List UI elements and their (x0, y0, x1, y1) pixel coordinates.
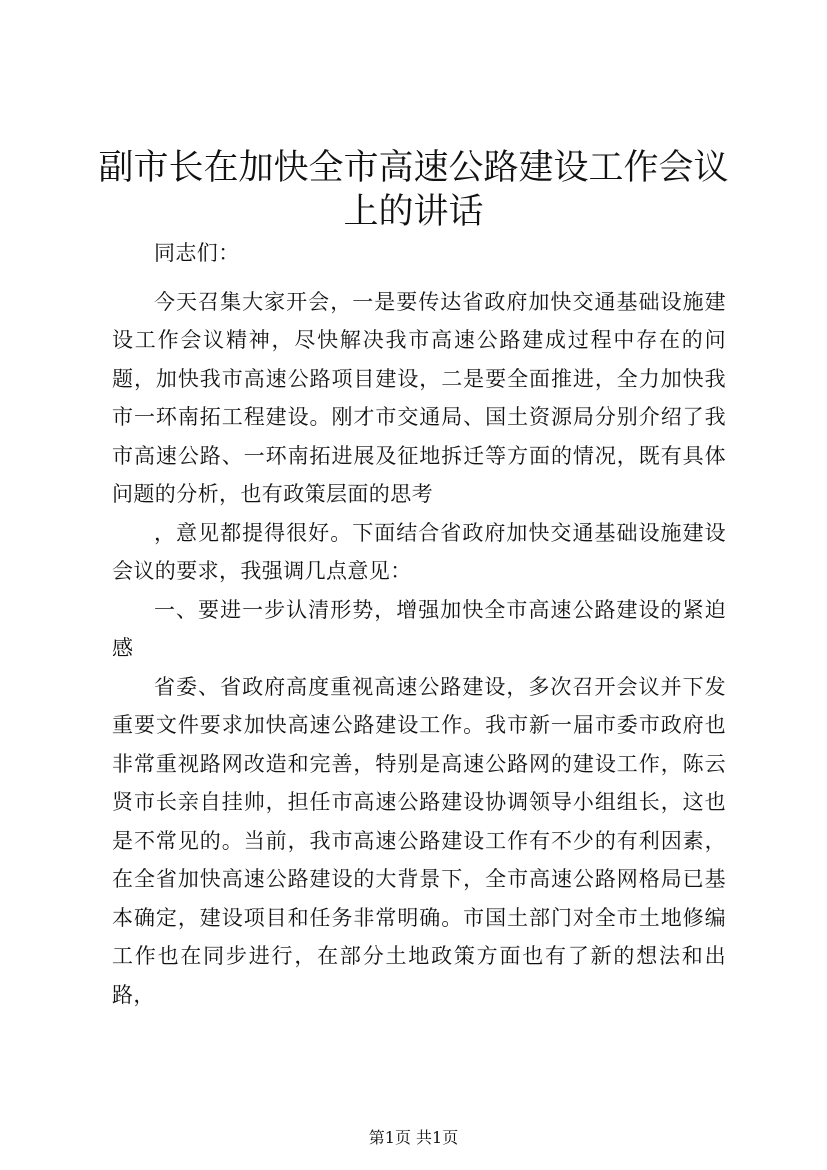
body-paragraph: 今天召集大家开会，一是要传达省政府加快交通基础设施建设工作会议精神，尽快解决我市高速公路建成过程中存在的问题，加快我市高速公路项目建设，二是要全面推进，全力加快我市一环南拓工程建设。刚才市交通局、国土资源局分别介绍了我市高速公路、一环南拓进展及征地拆迁等方面的情况，既有具体问题的分析，也有政策层面的思考 (112, 289, 726, 506)
document-title: 副市长在加快全市高速公路建设工作会议上的讲话 (98, 148, 729, 232)
page-footer: 第1页 共1页 (368, 1128, 459, 1147)
body-paragraph: ，意见都提得很好。下面结合省政府加快交通基础设施建设会议的要求，我强调几点意见： (112, 520, 726, 583)
document-body (112, 234, 726, 1014)
greeting-paragraph: 同志们： (154, 241, 240, 265)
body-paragraph: 省委、省政府高度重视高速公路建设，多次召开会议并下发重要文件要求加快高速公路建设工作。我市新一届市委市政府也非常重视路网改造和完善，特别是高速公路网的建设工作，陈云贤市长亲自挂帅，担任市高速公路建设协调领导小组组长，这也是不常见的。当前，我市高速公路建设工作有不少的有利因素，在全省加快高速公路建设的大背景下，全市高速公路网格局已基本确定，建设项目和任务非常明确。市国土部门对全市土地修编工作也在同步进行，在部分土地政策方面也有了新的想法和出路， (112, 674, 726, 1007)
section-heading-paragraph: 一、要进一步认清形势，增强加快全市高速公路建设的紧迫感 (112, 597, 726, 660)
